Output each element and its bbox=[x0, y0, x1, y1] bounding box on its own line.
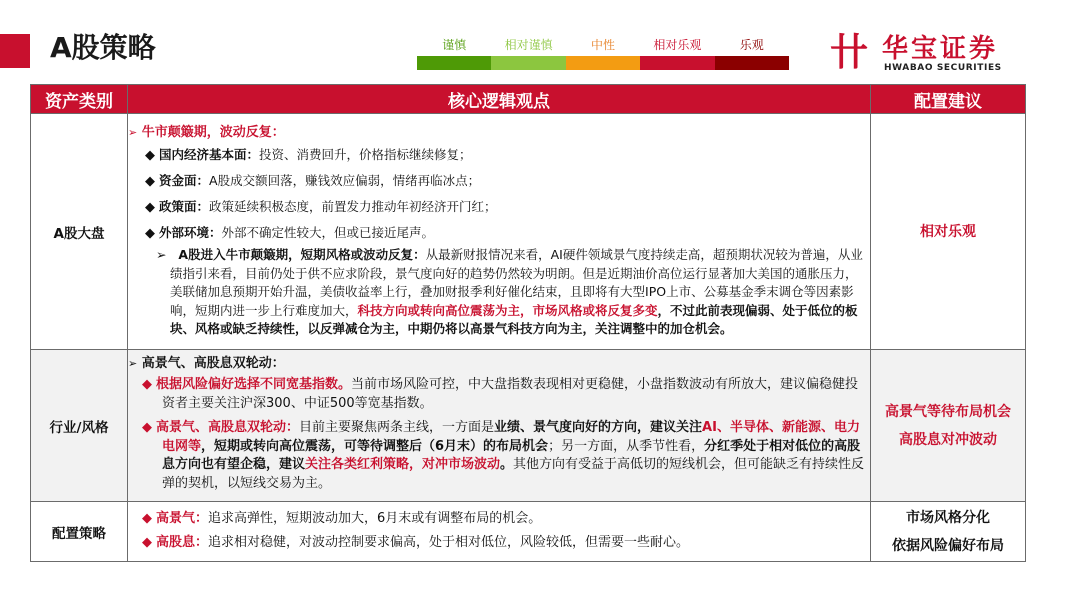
table-row bbox=[31, 502, 1026, 562]
logo-mark-icon: 卄 bbox=[830, 30, 869, 74]
arrow-icon: ➢ bbox=[128, 356, 138, 370]
logic-cell bbox=[128, 114, 871, 350]
legend-label-relatively-cautious: 相对谨慎 bbox=[504, 38, 553, 52]
legend-swatch-relatively-optimistic bbox=[640, 56, 714, 70]
section-heading: ➢ 高景气、高股息双轮动： bbox=[128, 355, 285, 371]
category-allocation-strategy: 配置策略 bbox=[31, 502, 128, 562]
legend-swatch-optimistic bbox=[715, 56, 789, 70]
diamond-bullet-icon: ◆ bbox=[142, 420, 152, 436]
sentiment-legend bbox=[417, 36, 789, 70]
list-item: ◆ 高股息：追求相对稳健，对波动控制要求偏高，处于相对低位，风险较低，但需要一些耐心。 bbox=[142, 534, 690, 550]
list-item: ◆ 国内经济基本面：投资、消费回升，价格指标继续修复； bbox=[145, 147, 472, 163]
logic-cell bbox=[128, 502, 871, 562]
diamond-bullet-icon: ◆ bbox=[142, 534, 152, 550]
diamond-bullet-icon: ◆ bbox=[145, 174, 155, 189]
diamond-bullet-icon: ◆ bbox=[145, 148, 155, 163]
recommendation-industry bbox=[871, 350, 1026, 502]
table-header-row bbox=[31, 85, 1026, 114]
legend-label-neutral: 中性 bbox=[590, 38, 615, 52]
diamond-bullet-icon: ◆ bbox=[145, 200, 155, 215]
recommendation-line: 依据风险偏好布局 bbox=[892, 537, 1004, 554]
table-row bbox=[31, 114, 1026, 350]
strategy-table bbox=[30, 84, 1026, 562]
page-title: A股策略 bbox=[50, 31, 156, 64]
title-accent-bar bbox=[0, 34, 30, 68]
legend-swatch-relatively-cautious bbox=[491, 56, 565, 70]
legend-label-relatively-optimistic: 相对乐观 bbox=[653, 38, 702, 52]
recommendation-allocation bbox=[871, 502, 1026, 562]
legend-swatch-cautious bbox=[417, 56, 491, 70]
list-item: ◆ 资金面：A股成交额回落，赚钱效应偏弱，情绪再临冰点； bbox=[145, 173, 481, 189]
list-item: ◆ 高景气、高股息双轮动：目前主要聚焦两条主线，一方面是业绩、景气度向好的方向，建议关注AI、半导体、新能源、电力电网等，短期或转向高位震荡，可等待调整后（6月末）的布局机会；另一方面，从季节性看，分红季处于相对低位的高股息方向也有望企稳，建议关注各类红利策略，对冲市场波动。其他方向有受益于高低切的短线机会，但可能缺乏有持续性反弹的契机，以短线交易为主。 bbox=[142, 420, 865, 491]
legend-label-cautious: 谨慎 bbox=[442, 38, 467, 52]
list-item: ◆ 外部环境：外部不确定性较大，但或已接近尾声。 bbox=[145, 225, 435, 241]
category-a-share-market: A股大盘 bbox=[31, 114, 128, 350]
legend-swatch-neutral bbox=[566, 56, 640, 70]
company-logo bbox=[830, 30, 1030, 76]
arrow-icon: ➢ bbox=[156, 247, 167, 262]
list-item: ◆ 政策面：政策延续积极态度，前置发力推动年初经济开门红； bbox=[145, 199, 497, 215]
logic-cell bbox=[128, 350, 871, 502]
header-asset-class: 资产类别 bbox=[31, 85, 128, 114]
list-item: ◆ 根据风险偏好选择不同宽基指数。当前市场风险可控，中大盘指数表现相对更稳健，小盘指数波动有所放大，建议偏稳健投资者主要关注沪深300、中证500等宽基指数。 bbox=[142, 377, 859, 411]
diamond-bullet-icon: ◆ bbox=[142, 377, 152, 393]
logo-english-name: HWABAO SECURITIES bbox=[884, 63, 1002, 73]
category-industry-style: 行业/风格 bbox=[31, 350, 128, 502]
diamond-bullet-icon: ◆ bbox=[142, 511, 152, 526]
recommendation-line: 高景气等待布局机会 bbox=[885, 403, 1011, 420]
section-heading: ➢ 牛市颠簸期，波动反复： bbox=[128, 124, 285, 140]
recommendation-a-share: 相对乐观 bbox=[871, 114, 1026, 350]
recommendation-line: 市场风格分化 bbox=[906, 509, 990, 526]
list-item: ◆ 高景气：追求高弹性，短期波动加大，6月末或有调整布局的机会。 bbox=[142, 511, 542, 526]
header-core-logic: 核心逻辑观点 bbox=[128, 85, 871, 114]
detail-paragraph: ➢ A股进入牛市颠簸期，短期风格或波动反复：从最新财报情况来看，AI硬件领域景气度持续走高，超预期状况较为普遍，从业绩指引来看，目前仍处于供不应求阶段，景气度向好的趋势仍然较为明朗。但是近期油价高位运行显著加大美国的通胀压力，美联储加息预期开始升温，美债收益率上行，叠加财报季利好催化结束，且即将有大型IPO上市、公募基金季末调仓等因素影响，短期内进一步上行难度加大，科技方向或转向高位震荡为主，市场风格或将反复多变，不过此前表现偏弱、处于低位的板块、风格或缺乏持续性，以反弹减仓为主，中期仍将以高景气科技方向为主，关注调整中的加仓机会。 bbox=[156, 247, 863, 336]
header-allocation-advice: 配置建议 bbox=[871, 85, 1026, 114]
diamond-bullet-icon: ◆ bbox=[145, 226, 155, 241]
table-row bbox=[31, 350, 1026, 502]
arrow-icon: ➢ bbox=[128, 125, 138, 139]
legend-label-optimistic: 乐观 bbox=[739, 38, 764, 52]
logo-chinese-name: 华宝证券 bbox=[882, 34, 999, 64]
recommendation-line: 高股息对冲波动 bbox=[899, 431, 997, 448]
